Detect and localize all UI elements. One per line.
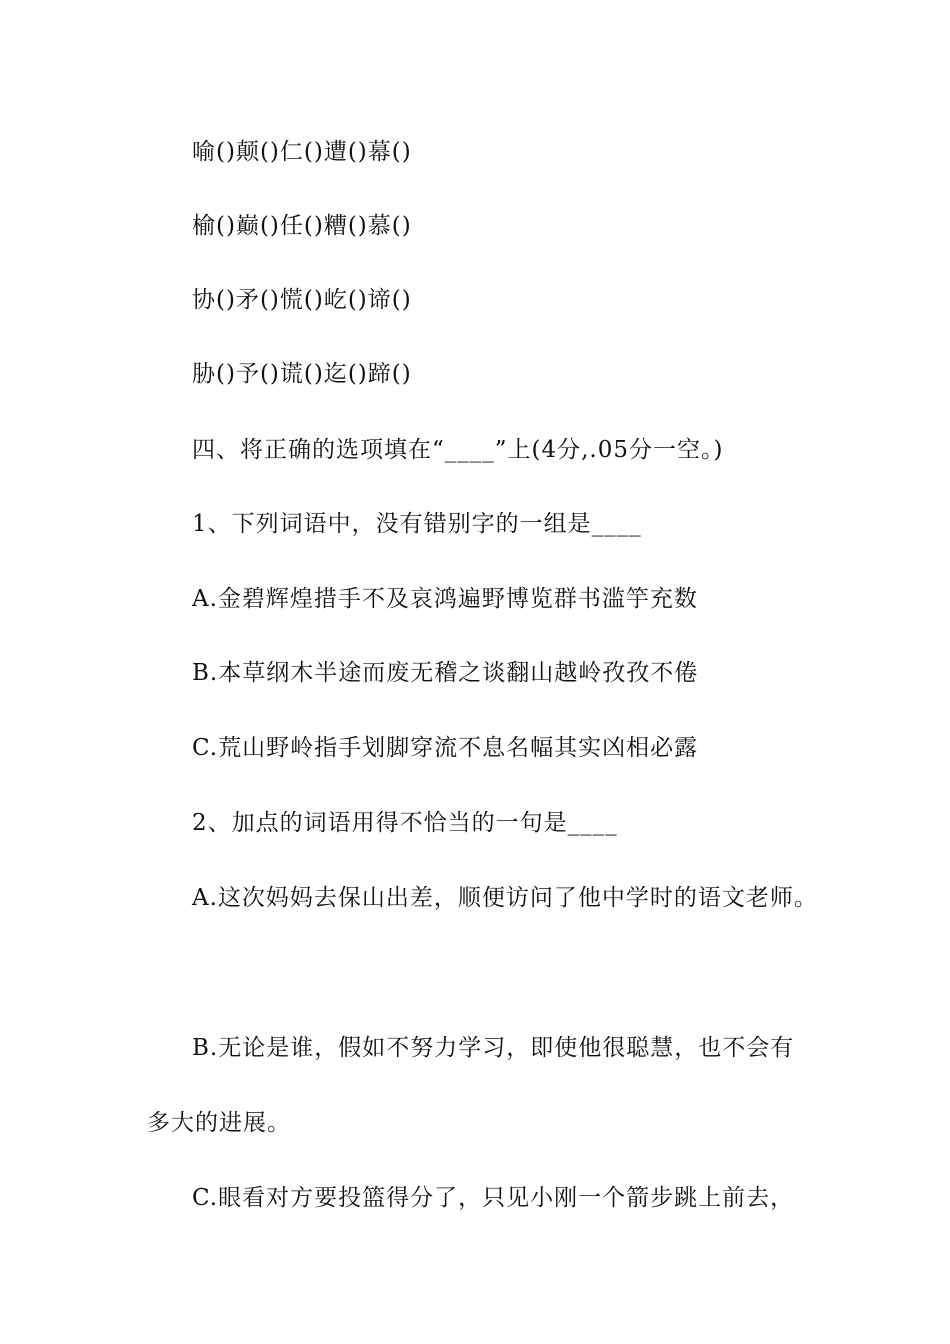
question-2-option-b: B.无论是谁，假如不努力学习，即使他很聪慧，也不会有 [192,1035,795,1061]
question-2-option-b-continued: 多大的进展。 [147,1110,291,1136]
question-1-option-b: B.本草纲木半途而废无稽之谈翻山越岭孜孜不倦 [192,660,699,686]
char-line-3: 协()矛()慌()屹()谛() [192,287,412,313]
char-line-2: 榆()巅()任()糟()慕() [192,213,412,239]
question-2-option-c: C.眼看对方要投篮得分了，只见小刚一个箭步跳上前去， [192,1185,795,1211]
question-1-option-a: A.金碧辉煌措手不及哀鸿遍野博览群书滥竽充数 [192,586,698,612]
char-line-4: 胁()予()谎()迄()蹄() [192,361,412,387]
char-line-1: 喻()颠()仁()遭()幕() [192,139,412,165]
question-2: 2、加点的词语用得不恰当的一句是____ [192,810,618,836]
question-1: 1、下列词语中，没有错别字的一组是____ [192,511,642,537]
question-1-option-c: C.荒山野岭指手划脚穿流不息名幅其实凶相必露 [192,735,699,761]
section-heading: 四、将正确的选项填在“____”上(4分,.05分一空。) [192,437,724,463]
question-2-option-a: A.这次妈妈去保山出差，顺便访问了他中学时的语文老师。 [192,885,818,911]
